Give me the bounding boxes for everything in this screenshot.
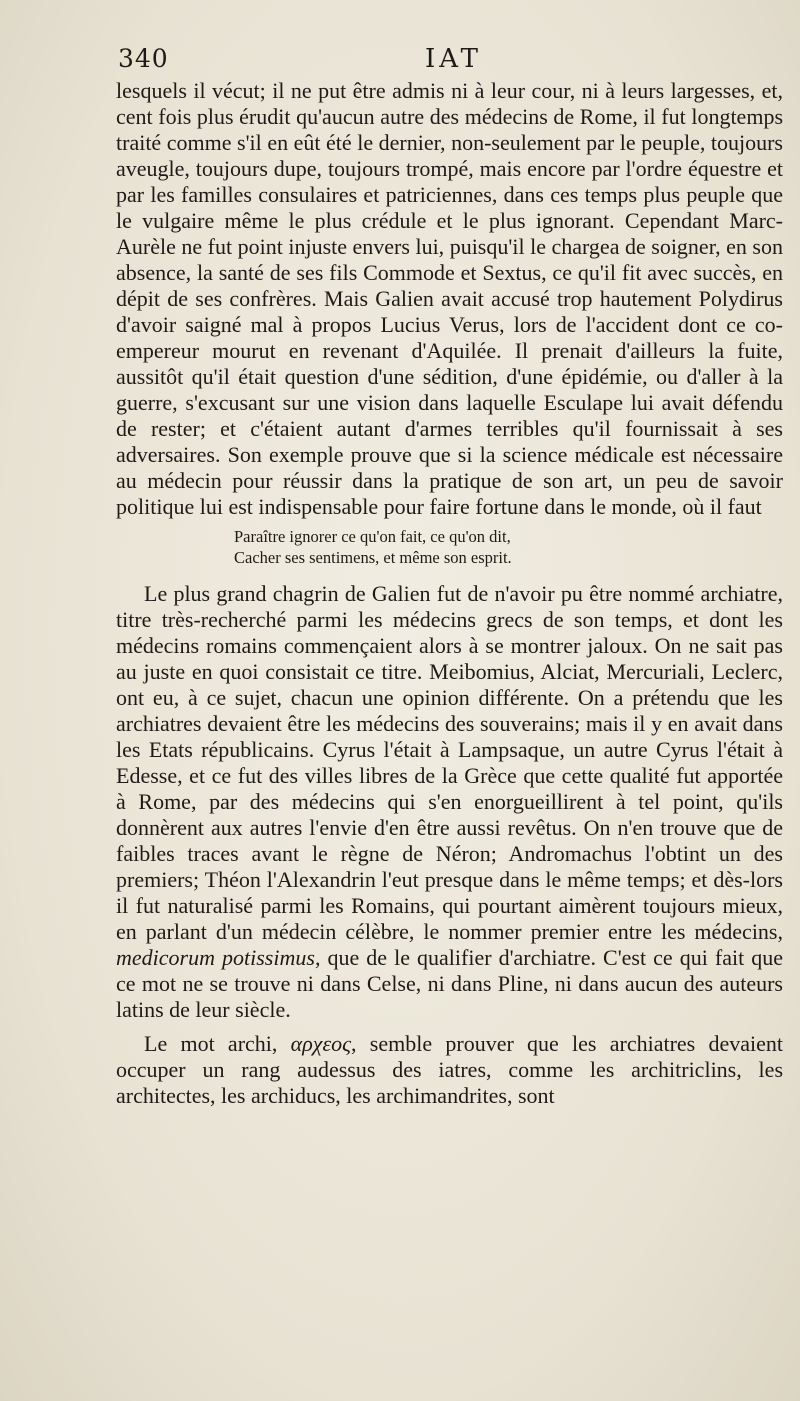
- running-head: IAT: [425, 44, 482, 74]
- paragraph-3-end: , semble prouver que les archiatres devaient occuper un rang audessus des iatres, comme les architriclins, les architectes, les archiducs, les archimandrites, sont: [116, 1031, 783, 1108]
- body-text: [116, 78, 783, 1109]
- paragraph-1: lesquels il vécut; il ne put être admis ni à leur cour, ni à leurs largesses, et, cent fois plus érudit qu'aucun autre des médecins de Rome, il fut longtemps traité comme s'il en eût été le dernier, non-seulement par le peuple, toujours aveugle, toujours dupe, toujours trompé, mais encore par l'ordre équestre et par les familles consulaires et patriciennes, dans ces temps plus peuple que le vulgaire même le plus crédule et le plus ignorant. Cependant Marc-Aurèle ne fut point injuste envers lui, puisqu'il le chargea de soigner, en son absence, la santé de ses fils Commode et Sextus, ce qu'il fit avec succès, en dépit de ses confrères. Mais Galien avait accusé trop hautement Polydirus d'avoir saigné mal à propos Lucius Verus, lors de l'accident dont ce co-empereur mourut en revenant d'Aquilée. Il prenait d'ailleurs la fuite, aussitôt qu'il était question d'une sédition, d'une épidémie, ou d'aller à la guerre, s'excusant sur une vision dans laquelle Esculape lui avait défendu de rester; et c'étaient autant d'armes terribles qu'il fournissait à ses adversaires. Son exemple prouve que si la science médicale est nécessaire au médecin pour réussir dans la pratique de son art, un peu de savoir politique lui est indispensable pour faire fortune dans le monde, où il faut: [116, 78, 783, 519]
- verse-line-1: Paraître ignorer ce qu'on fait, ce qu'on dit,: [234, 527, 511, 546]
- paragraph-3: [116, 1031, 783, 1109]
- verse-quote: [234, 526, 783, 568]
- greek-word: αρχεος: [290, 1031, 352, 1056]
- paragraph-2: [116, 581, 783, 1023]
- paragraph-3-start: Le mot archi,: [144, 1031, 278, 1056]
- page-number: 340: [118, 44, 169, 73]
- paragraph-2-latin-phrase: medicorum potissimus: [116, 945, 315, 970]
- page-header: [118, 44, 782, 78]
- paragraph-2-text: Le plus grand chagrin de Galien fut de n'avoir pu être nommé archiatre, titre très-recherché parmi les médecins grecs de son temps, et dont les médecins romains commençaient alors à se montrer jaloux. On ne sait pas au juste en quoi consistait ce titre. Meibomius, Alciat, Mercuriali, Leclerc, ont eu, à ce sujet, chacun une opinion différente. On a prétendu que les archiatres devaient être les médecins des souverains; mais il y en avait dans les Etats républicains. Cyrus l'était à Lampsaque, un autre Cyrus l'était à Edesse, et ce fut des villes libres de la Grèce que cette qualité fut apportée à Rome, par des médecins qui s'en enorgueillirent à tel point, qu'ils donnèrent aux autres l'envie d'en être aussi revêtus. On n'en trouve que de faibles traces avant le règne de Néron; Andromachus l'obtint un des premiers; Théon l'Alexandrin l'eut presque dans le même temps; et dès-lors il fut naturalisé parmi les Romains, qui pourtant aimèrent toujours mieux, en parlant d'un médecin célèbre, le nommer premier entre les médecins,: [116, 581, 783, 944]
- verse-line-2: Cacher ses sentimens, et même son esprit.: [234, 548, 512, 567]
- paragraph-2-end: , que de le qualifier d'archiatre. C'est ce qui fait que ce mot ne se trouve ni dans Celse, ni dans Pline, ni dans aucun des auteurs latins de leur siècle.: [116, 945, 783, 1022]
